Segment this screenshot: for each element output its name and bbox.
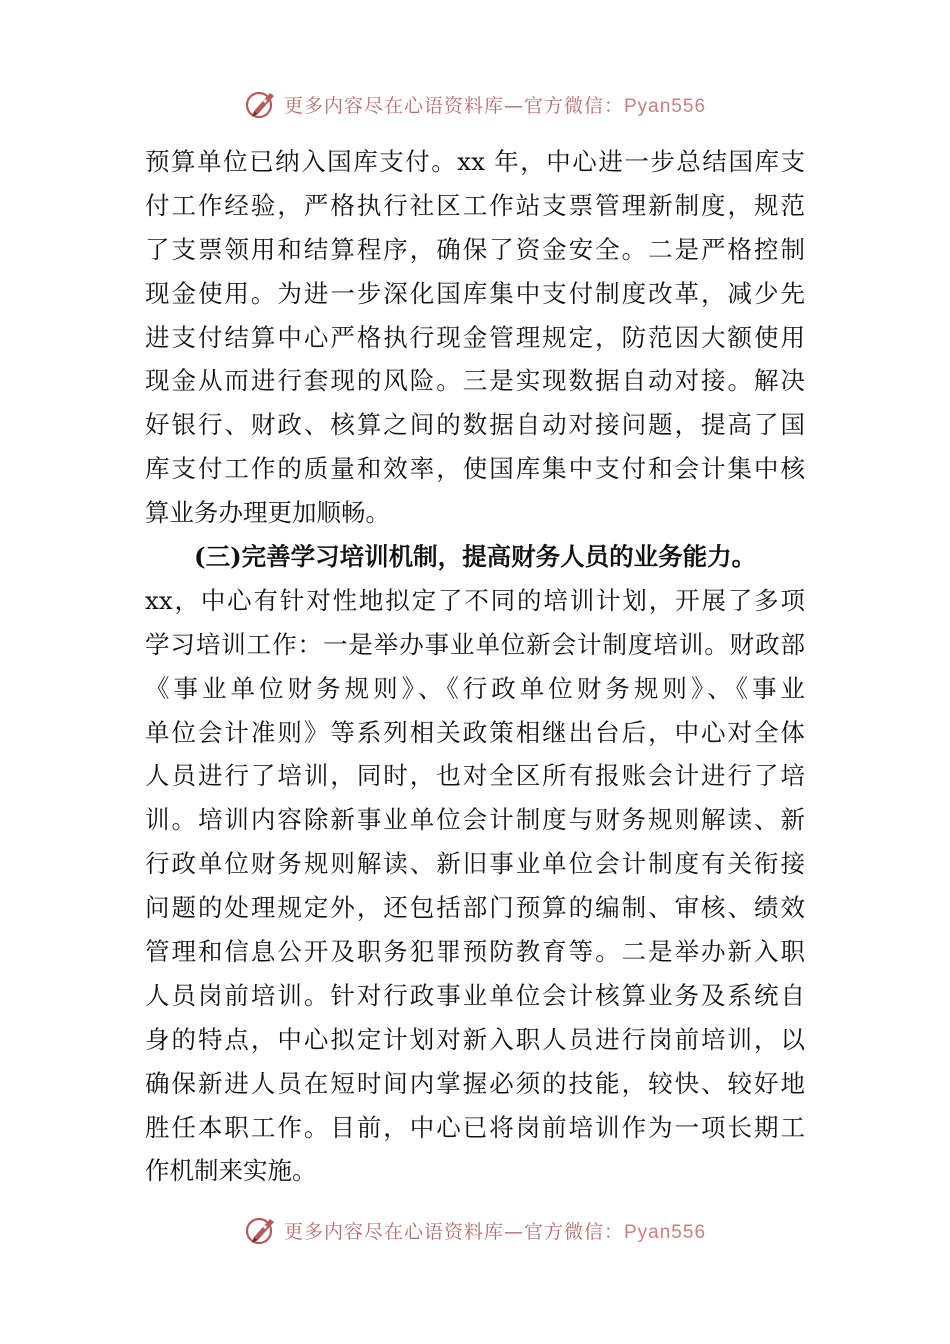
- paragraph-line: 现金使用。为进一步深化国库集中支付制度改革，减少先: [145, 278, 805, 308]
- banner-text: [284, 1217, 706, 1244]
- paragraph-line: 身的特点，中心拟定计划对新入职人员进行岗前培训，以: [145, 1024, 805, 1054]
- paragraph-line: 行政单位财务规则解读、新旧事业单位会计制度有关衔接: [145, 849, 805, 879]
- paragraph-line: 管理和信息公开及职务犯罪预防教育等。二是举办新入职: [145, 937, 805, 967]
- paragraph-line: 预算单位已纳入国库支付。xx 年，中心进一步总结国库支: [145, 147, 805, 176]
- paragraph-line: 人员进行了培训，同时，也对全区所有报账会计进行了培: [145, 761, 805, 791]
- section-heading: (三)完善学习培训机制，提高财务人员的业务能力。: [194, 542, 757, 572]
- paragraph-line: xx，中心有针对性地拟定了不同的培训计划，开展了多项: [145, 585, 805, 615]
- paragraph-line: 单位会计准则》等系列相关政策相继出台后，中心对全体: [145, 717, 805, 747]
- paragraph-line: 现金从而进行套现的风险。三是实现数据自动对接。解决: [145, 366, 805, 396]
- paragraph-line: 训。培训内容除新事业单位会计制度与财务规则解读、新: [145, 805, 805, 835]
- paragraph-line: 作机制来实施。: [145, 1156, 317, 1186]
- banner-slogan: 更多内容尽在心语资料库—官方微信：: [283, 94, 624, 117]
- paragraph-line: 了支票领用和结算程序，确保了资金安全。二是严格控制: [145, 234, 805, 264]
- paragraph-line: 算业务办理更加顺畅。: [145, 498, 390, 528]
- document-body: [145, 140, 805, 1193]
- banner-slogan: 更多内容尽在心语资料库—官方微信：: [283, 1220, 624, 1243]
- paragraph-line: 《事业单位财务规则》、《行政单位财务规则》、《事业: [145, 673, 805, 703]
- banner-wechat-handle: Pyan556: [624, 1221, 707, 1243]
- paragraph-line: 问题的处理规定外，还包括部门预算的编制、审核、绩效: [145, 893, 805, 923]
- paragraph-line: 好银行、财政、核算之间的数据自动对接问题，提高了国: [145, 410, 805, 440]
- paragraph-line: 付工作经验，严格执行社区工作站支票管理新制度，规范: [145, 190, 805, 220]
- header-banner-content: [244, 87, 706, 121]
- paragraph-line: 确保新进人员在短时间内掌握必须的技能，较快、较好地: [145, 1068, 805, 1098]
- paragraph-line: 学习培训工作：一是举办事业单位新会计制度培训。财政部: [145, 629, 805, 659]
- banner-text: [284, 91, 706, 118]
- footer-banner: [0, 1210, 950, 1250]
- pen-nib-circle-icon: [244, 87, 278, 121]
- footer-banner-content: [244, 1213, 706, 1247]
- paragraph-line: 胜任本职工作。目前，中心已将岗前培训作为一项长期工: [145, 1112, 805, 1142]
- banner-wechat-handle: Pyan556: [624, 95, 707, 117]
- pen-nib-circle-icon: [244, 1213, 278, 1247]
- paragraph-line: 进支付结算中心严格执行现金管理规定，防范因大额使用: [145, 322, 805, 352]
- paragraph-line: 人员岗前培训。针对行政事业单位会计核算业务及系统自: [145, 980, 805, 1010]
- header-banner: [0, 84, 950, 124]
- paragraph-line: 库支付工作的质量和效率，使国库集中支付和会计集中核: [145, 454, 805, 484]
